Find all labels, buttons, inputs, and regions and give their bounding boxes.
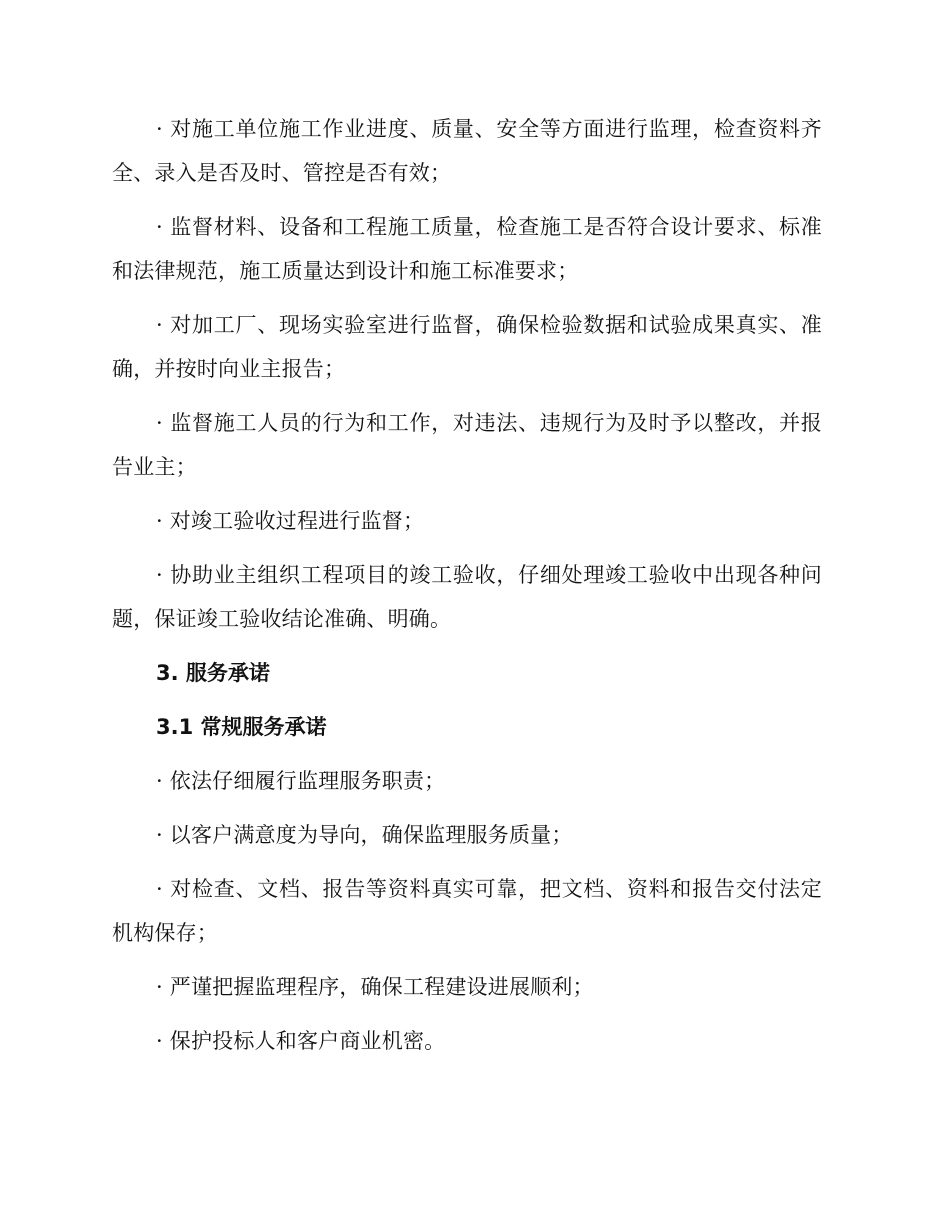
bullet-paragraph: · 对竣工验收过程进行监督； [156, 509, 425, 533]
subsection-heading: 3.1 常规服务承诺 [156, 715, 327, 739]
bullet-paragraph: · 对施工单位施工作业进度、质量、安全等方面进行监理，检查资料齐全、录入是否及时、管控是否有效； [112, 117, 822, 185]
bullet-paragraph: · 保护投标人和客户商业机密。 [156, 1029, 446, 1053]
bullet-paragraph: · 对检查、文档、报告等资料真实可靠，把文档、资料和报告交付法定机构保存； [112, 877, 822, 945]
bullet-paragraph: · 协助业主组织工程项目的竣工验收，仔细处理竣工验收中出现各种问题，保证竣工验收结论准确、明确。 [112, 563, 822, 631]
section-heading: 3. 服务承诺 [156, 661, 270, 685]
bullet-paragraph: · 严谨把握监理程序，确保工程建设进展顺利； [156, 975, 594, 999]
bullet-paragraph: · 依法仔细履行监理服务职责； [156, 769, 446, 793]
bullet-paragraph: · 监督材料、设备和工程施工质量，检查施工是否符合设计要求、标准和法律规范，施工质量达到设计和施工标准要求； [112, 215, 822, 283]
document-body [112, 107, 822, 1063]
bullet-paragraph: · 监督施工人员的行为和工作，对违法、违规行为及时予以整改，并报告业主； [112, 411, 822, 479]
bullet-paragraph: · 对加工厂、现场实验室进行监督，确保检验数据和试验成果真实、准确，并按时向业主报告； [112, 313, 822, 381]
bullet-paragraph: · 以客户满意度为导向，确保监理服务质量； [156, 823, 573, 847]
